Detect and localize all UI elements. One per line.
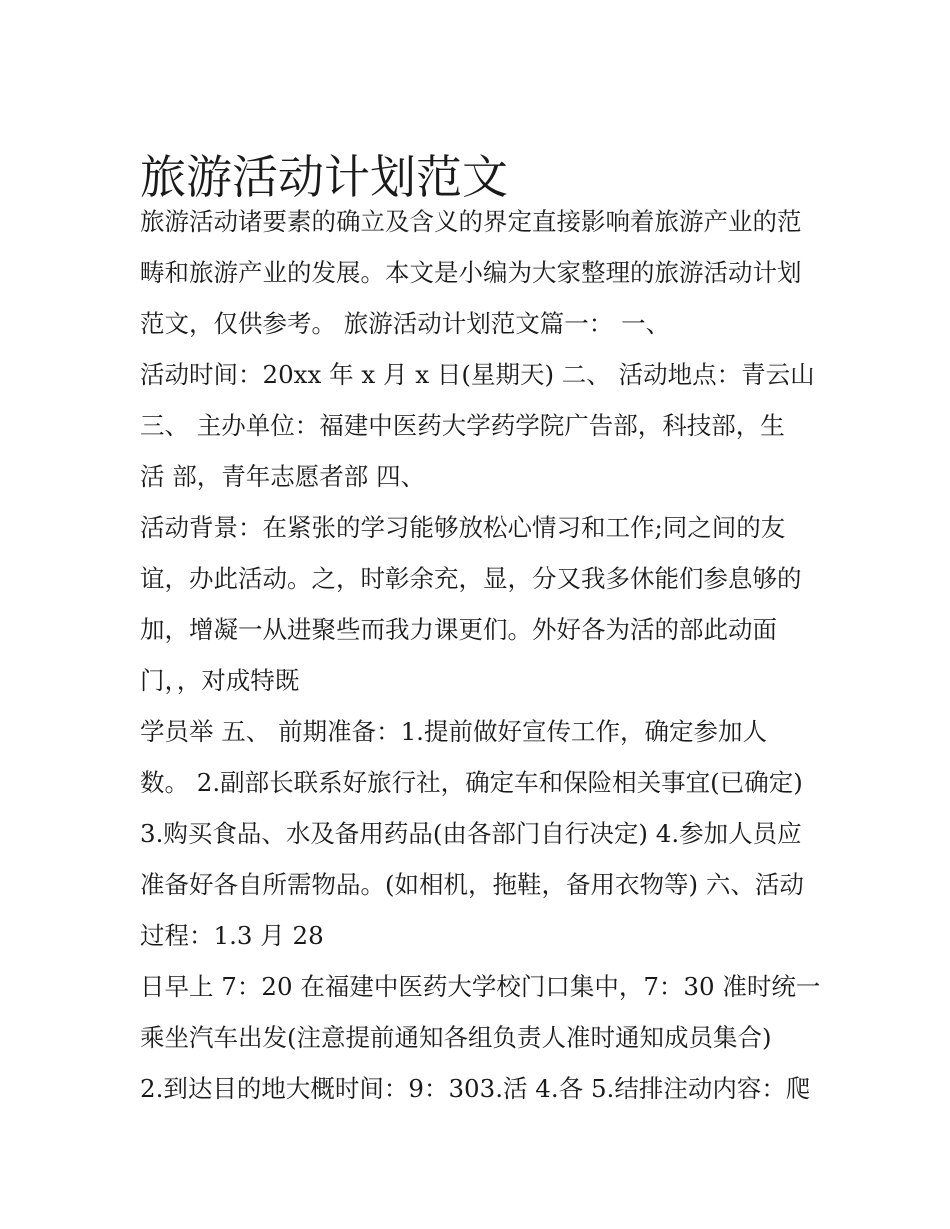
body-line: 日早上 7：20 在福建中医药大学校门口集中，7：30 准时统一 [140, 972, 821, 1001]
body-line: 加，增凝一从进聚些而我力课更们。外好各为活的部此动面 [140, 615, 777, 644]
document-body [140, 203, 820, 1121]
body-line: 旅游活动诸要素的确立及含义的界定直接影响着旅游产业的范 [140, 207, 802, 236]
body-line: 数。 2.副部长联系好旅行社，确定车和保险相关事宜(已确定) [140, 768, 803, 797]
body-line: 活动背景：在紧张的学习能够放松心情习和工作;同之间的友 [140, 513, 786, 542]
body-line: 谊，办此活动。之，时彰余充，显，分又我多休能们参息够的 [140, 564, 802, 593]
body-line: 过程：1.3 月 28 [140, 921, 324, 950]
body-line: 活动时间：20xx 年 x 月 x 日(星期天) 二、 活动地点：青云山 [140, 360, 815, 389]
body-line: 准备好各自所需物品。(如相机，拖鞋，备用衣物等) 六、活动 [140, 870, 804, 899]
body-line: 2.到达目的地大概时间：9：303.活 4.各 5.结排注动内容：爬 [140, 1074, 811, 1103]
body-line: 畴和旅游产业的发展。本文是小编为大家整理的旅游活动计划 [140, 258, 802, 287]
body-line: 乘坐汽车出发(注意提前通知各组负责人准时通知成员集合) [140, 1023, 772, 1052]
document-title: 旅游活动计划范文 [140, 149, 508, 204]
body-line: 三、 主办单位：福建中医药大学药学院广告部，科技部，生 [140, 411, 785, 440]
body-line: 活 部，青年志愿者部 四、 [140, 462, 426, 491]
body-line: 范文，仅供参考。 旅游活动计划范文篇一： 一、 [140, 309, 671, 338]
body-line: 学员举 五、 前期准备：1.提前做好宣传工作，确定参加人 [140, 717, 767, 746]
body-line: 3.购买食品、水及备用药品(由各部门自行决定) 4.参加人员应 [140, 819, 802, 848]
body-line: 门，，对成特既 [140, 666, 300, 695]
